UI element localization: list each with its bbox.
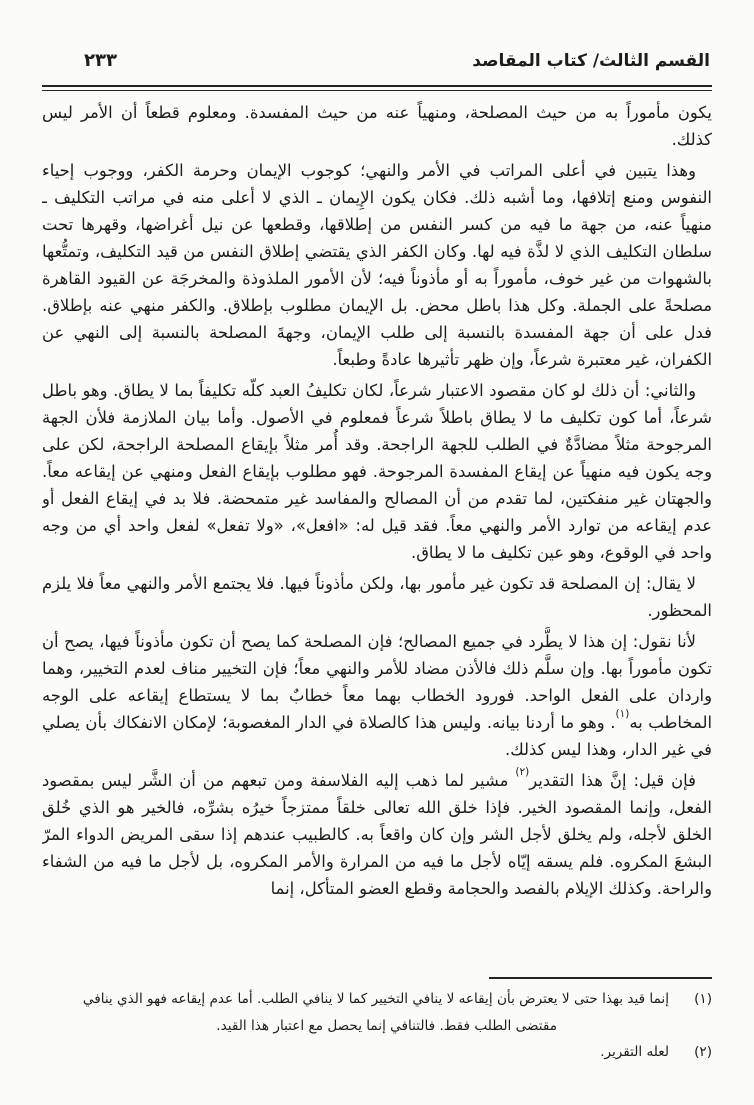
footnote-ref-2: (٢) — [515, 765, 530, 778]
header-divider — [42, 85, 712, 91]
paragraph — [42, 377, 712, 566]
paragraph-text: والثاني: أن ذلك لو كان مقصود الاعتبار شرعاً، لكان تكليفُ العبد كلّه تكليفاً بما لا يطاق. وهو باطل شرعاً، أما كون تكليف ما لا يطاق باطلاً شرعاً فمعلوم في الأصول. وأما بيان الملازمة فلأن الجهة المرجوحة مثلاً مضادَّةٌ في الطلب للجهة الراجحة. وقد أُمر مثلاً بإيقاع المصلحة الراجحة، لكن على وجه يكون فيه منهياً عن إيقاع المفسدة المرجوحة. فهو مطلوب بإيقاع الفعل ومنهي عن إيقاعه معاً. والجهتان غير منفكتين، لما تقدم من أن المصالح والمفاسد غير متمحضة. فلا بد في إيقاع الفعل أو عدم إيقاعه من توارد الأمر والنهي معاً. فقد قيل له: «افعل»، «ولا تفعل» لفعل واحد أي من وجه واحد في الوقوع، وهو عين تكليف ما لا يطاق. — [42, 381, 712, 562]
paragraph-text: مشير لما ذهب إليه الفلاسفة ومن تبعهم من أن الشَّر ليس بمقصود الفعل، وإنما المقصود الخير. فإذا خلق الله تعالى خلقاً ممتزجاً خيرُه بشرِّه، فالخير هو الذي خُلق الخلق لأجله، ولم يخلق لأجل الشر وإن كان واقعاً به. كالطبيب عندهم إذا سقى المريض الدواء المرّ البشعَ المكروه. فلم يسقه إيّاه لأجل ما فيه من المرارة والأمر المكروه، بل لأجل ما فيه من الشفاء والراحة. وكذلك الإيلام بالفصد والحجامة وقطع العضو المتأكل، إنما — [42, 771, 712, 898]
footnote-ref-1: (١) — [615, 707, 630, 720]
footnote-marker: (٢) — [694, 1044, 712, 1060]
footnote-divider — [489, 977, 712, 979]
paragraph-continued — [42, 99, 712, 153]
footnotes — [40, 986, 712, 1066]
footnote-text: لعله التقرير. — [600, 1044, 669, 1060]
section-title: القسم الثالث/ كتاب المقاصد — [472, 51, 710, 71]
paragraph-text: . وهو ما أردنا بيانه. وليس هذا كالصلاة في الدار المغصوبة؛ لإمكان الانفكاك بأن يصلي في غير الدار، وهذا ليس كذلك. — [42, 713, 712, 759]
paragraph — [42, 157, 712, 373]
footnote-item — [40, 1039, 712, 1066]
body-text — [42, 99, 712, 971]
page-header — [84, 50, 710, 71]
paragraph — [42, 570, 712, 624]
footnote-item — [40, 986, 712, 1039]
paragraph-text: فإن قيل: إنَّ هذا التقدير — [529, 771, 696, 790]
paragraph-text: لأنا نقول: إن هذا لا يطَّرد في جميع المصالح؛ فإن المصلحة كما يصح أن تكون مأذوناً فيها، يصح أن تكون مأموراً بها. وإن سلَّم ذلك فالأذن مضاد للأمر والنهي معاً؛ فإن التخيير مناف لعدم التخيير، وهما واردان على الفعل الواحد. فورود الخطاب بهما معاً خطابٌ بما لا يستطاع إيقاعه على الوجه المخاطب به — [42, 632, 712, 732]
footnote-marker: (١) — [694, 991, 712, 1007]
page-number: ٢٣٣ — [84, 50, 117, 71]
paragraph — [42, 628, 712, 763]
paragraph-text: لا يقال: إن المصلحة قد تكون غير مأمور بها، ولكن مأذوناً فيها. فلا يجتمع الأمر والنهي معاً فلا يلزم المحظور. — [42, 574, 712, 620]
paragraph-text: يكون مأموراً به من حيث المصلحة، ومنهياً عنه من حيث المفسدة. ومعلوم قطعاً أن الأمر ليس كذلك. — [42, 103, 712, 149]
footnote-text: إنما قيد بهذا حتى لا يعترض بأن إيقاعه لا ينافي التخيير كما لا ينافي الطلب. أما عدم إيقاعه فهو الذي ينافي مقتضى الطلب فقط. فالتنافي إنما يحصل مع اعتبار هذا القيد. — [82, 991, 669, 1034]
paragraph — [42, 767, 712, 902]
paragraph-text: وهذا يتبين في أعلى المراتب في الأمر والنهي؛ كوجوب الإيمان وحرمة الكفر، ووجوب إحياء النفوس ومنع إتلافها، وما أشبه ذلك. فكان يكون الإِيمان ـ الذي لا أعلى منه في مراتب التكليف ـ منهياً عنه، من جهة ما فيه من كسر النفس من إطلاقها، وقطعها عن نيل أغراضها، وقهرها تحت سلطان التكليف الذي لا لذَّة فيه لها. وكان الكفر الذي يقتضي إطلاق النفس من قيد التكليف، وتمتُّعها بالشهوات من غير خوف، مأموراً به أو مأذوناً فيه؛ لأن الأمور الملذوذة والمخرجَة عن القيود القاهرة مصلحةً على الجملة. وكل هذا باطل محض. بل الإيمان مطلوب بإطلاق. والكفر منهي عنه بإطلاق. فدل على أن جهة المفسدة بالنسبة إلى طلب الإيمان، وجهةَ المصلحة بالنسبة إلى النهي عن الكفران، غير معتبرة شرعاً، وإن ظهر تأثيرها عادةً وطبعاً. — [42, 161, 712, 369]
